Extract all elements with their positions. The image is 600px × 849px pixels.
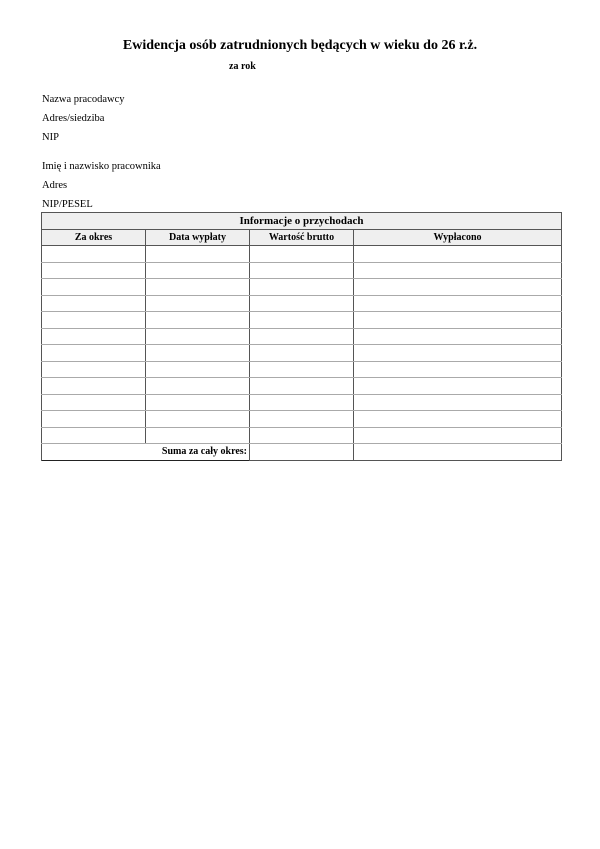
table-row bbox=[42, 427, 562, 444]
gross-value-cell[interactable] bbox=[250, 378, 354, 395]
employer-name-label: Nazwa pracodawcy bbox=[42, 94, 125, 105]
payment-date-cell[interactable] bbox=[146, 378, 250, 395]
gross-value-cell[interactable] bbox=[250, 279, 354, 296]
income-table bbox=[41, 212, 562, 461]
gross-value-cell[interactable] bbox=[250, 295, 354, 312]
paid-cell[interactable] bbox=[354, 345, 562, 362]
paid-cell[interactable] bbox=[354, 378, 562, 395]
paid-cell[interactable] bbox=[354, 411, 562, 428]
period-cell[interactable] bbox=[42, 427, 146, 444]
table-row bbox=[42, 295, 562, 312]
employee-address-label: Adres bbox=[42, 180, 68, 191]
document-subtitle: za rok bbox=[229, 61, 256, 72]
paid-cell[interactable] bbox=[354, 328, 562, 345]
sum-gross-value-cell[interactable] bbox=[250, 444, 354, 461]
period-cell[interactable] bbox=[42, 279, 146, 296]
payment-date-cell[interactable] bbox=[146, 411, 250, 428]
payment-date-cell[interactable] bbox=[146, 345, 250, 362]
payment-date-cell[interactable] bbox=[146, 246, 250, 263]
gross-value-cell[interactable] bbox=[250, 262, 354, 279]
column-header-gross-value: Wartość brutto bbox=[250, 230, 354, 246]
table-row bbox=[42, 328, 562, 345]
payment-date-cell[interactable] bbox=[146, 394, 250, 411]
table-row bbox=[42, 312, 562, 329]
period-cell[interactable] bbox=[42, 328, 146, 345]
payment-date-cell[interactable] bbox=[146, 361, 250, 378]
table-row bbox=[42, 361, 562, 378]
table-row bbox=[42, 246, 562, 263]
table-row bbox=[42, 279, 562, 296]
paid-cell[interactable] bbox=[354, 262, 562, 279]
gross-value-cell[interactable] bbox=[250, 411, 354, 428]
payment-date-cell[interactable] bbox=[146, 279, 250, 296]
period-cell[interactable] bbox=[42, 411, 146, 428]
paid-cell[interactable] bbox=[354, 246, 562, 263]
employer-nip-label: NIP bbox=[42, 132, 59, 143]
table-row bbox=[42, 411, 562, 428]
gross-value-cell[interactable] bbox=[250, 345, 354, 362]
payment-date-cell[interactable] bbox=[146, 328, 250, 345]
paid-cell[interactable] bbox=[354, 427, 562, 444]
period-cell[interactable] bbox=[42, 246, 146, 263]
table-row bbox=[42, 378, 562, 395]
paid-cell[interactable] bbox=[354, 361, 562, 378]
period-cell[interactable] bbox=[42, 394, 146, 411]
payment-date-cell[interactable] bbox=[146, 312, 250, 329]
table-row bbox=[42, 394, 562, 411]
period-cell[interactable] bbox=[42, 345, 146, 362]
paid-cell[interactable] bbox=[354, 394, 562, 411]
gross-value-cell[interactable] bbox=[250, 394, 354, 411]
gross-value-cell[interactable] bbox=[250, 427, 354, 444]
gross-value-cell[interactable] bbox=[250, 312, 354, 329]
payment-date-cell[interactable] bbox=[146, 427, 250, 444]
period-cell[interactable] bbox=[42, 312, 146, 329]
document-title: Ewidencja osób zatrudnionych będących w wieku do 26 r.ż. bbox=[122, 38, 478, 53]
employee-name-label: Imię i nazwisko pracownika bbox=[42, 161, 161, 172]
period-cell[interactable] bbox=[42, 378, 146, 395]
paid-cell[interactable] bbox=[354, 295, 562, 312]
sum-paid-cell[interactable] bbox=[354, 444, 562, 461]
table-row bbox=[42, 262, 562, 279]
gross-value-cell[interactable] bbox=[250, 361, 354, 378]
gross-value-cell[interactable] bbox=[250, 328, 354, 345]
sum-row bbox=[42, 444, 562, 461]
gross-value-cell[interactable] bbox=[250, 246, 354, 263]
column-header-payment-date: Data wypłaty bbox=[146, 230, 250, 246]
sum-label: Suma za cały okres: bbox=[42, 444, 250, 461]
employer-address-label: Adres/siedziba bbox=[42, 113, 105, 124]
period-cell[interactable] bbox=[42, 361, 146, 378]
column-header-paid: Wypłacono bbox=[354, 230, 562, 246]
table-row bbox=[42, 345, 562, 362]
paid-cell[interactable] bbox=[354, 279, 562, 296]
period-cell[interactable] bbox=[42, 262, 146, 279]
income-section-header: Informacje o przychodach bbox=[42, 213, 562, 230]
column-header-period: Za okres bbox=[42, 230, 146, 246]
payment-date-cell[interactable] bbox=[146, 295, 250, 312]
payment-date-cell[interactable] bbox=[146, 262, 250, 279]
period-cell[interactable] bbox=[42, 295, 146, 312]
paid-cell[interactable] bbox=[354, 312, 562, 329]
employee-id-label: NIP/PESEL bbox=[42, 199, 93, 210]
income-table-body bbox=[42, 246, 562, 444]
